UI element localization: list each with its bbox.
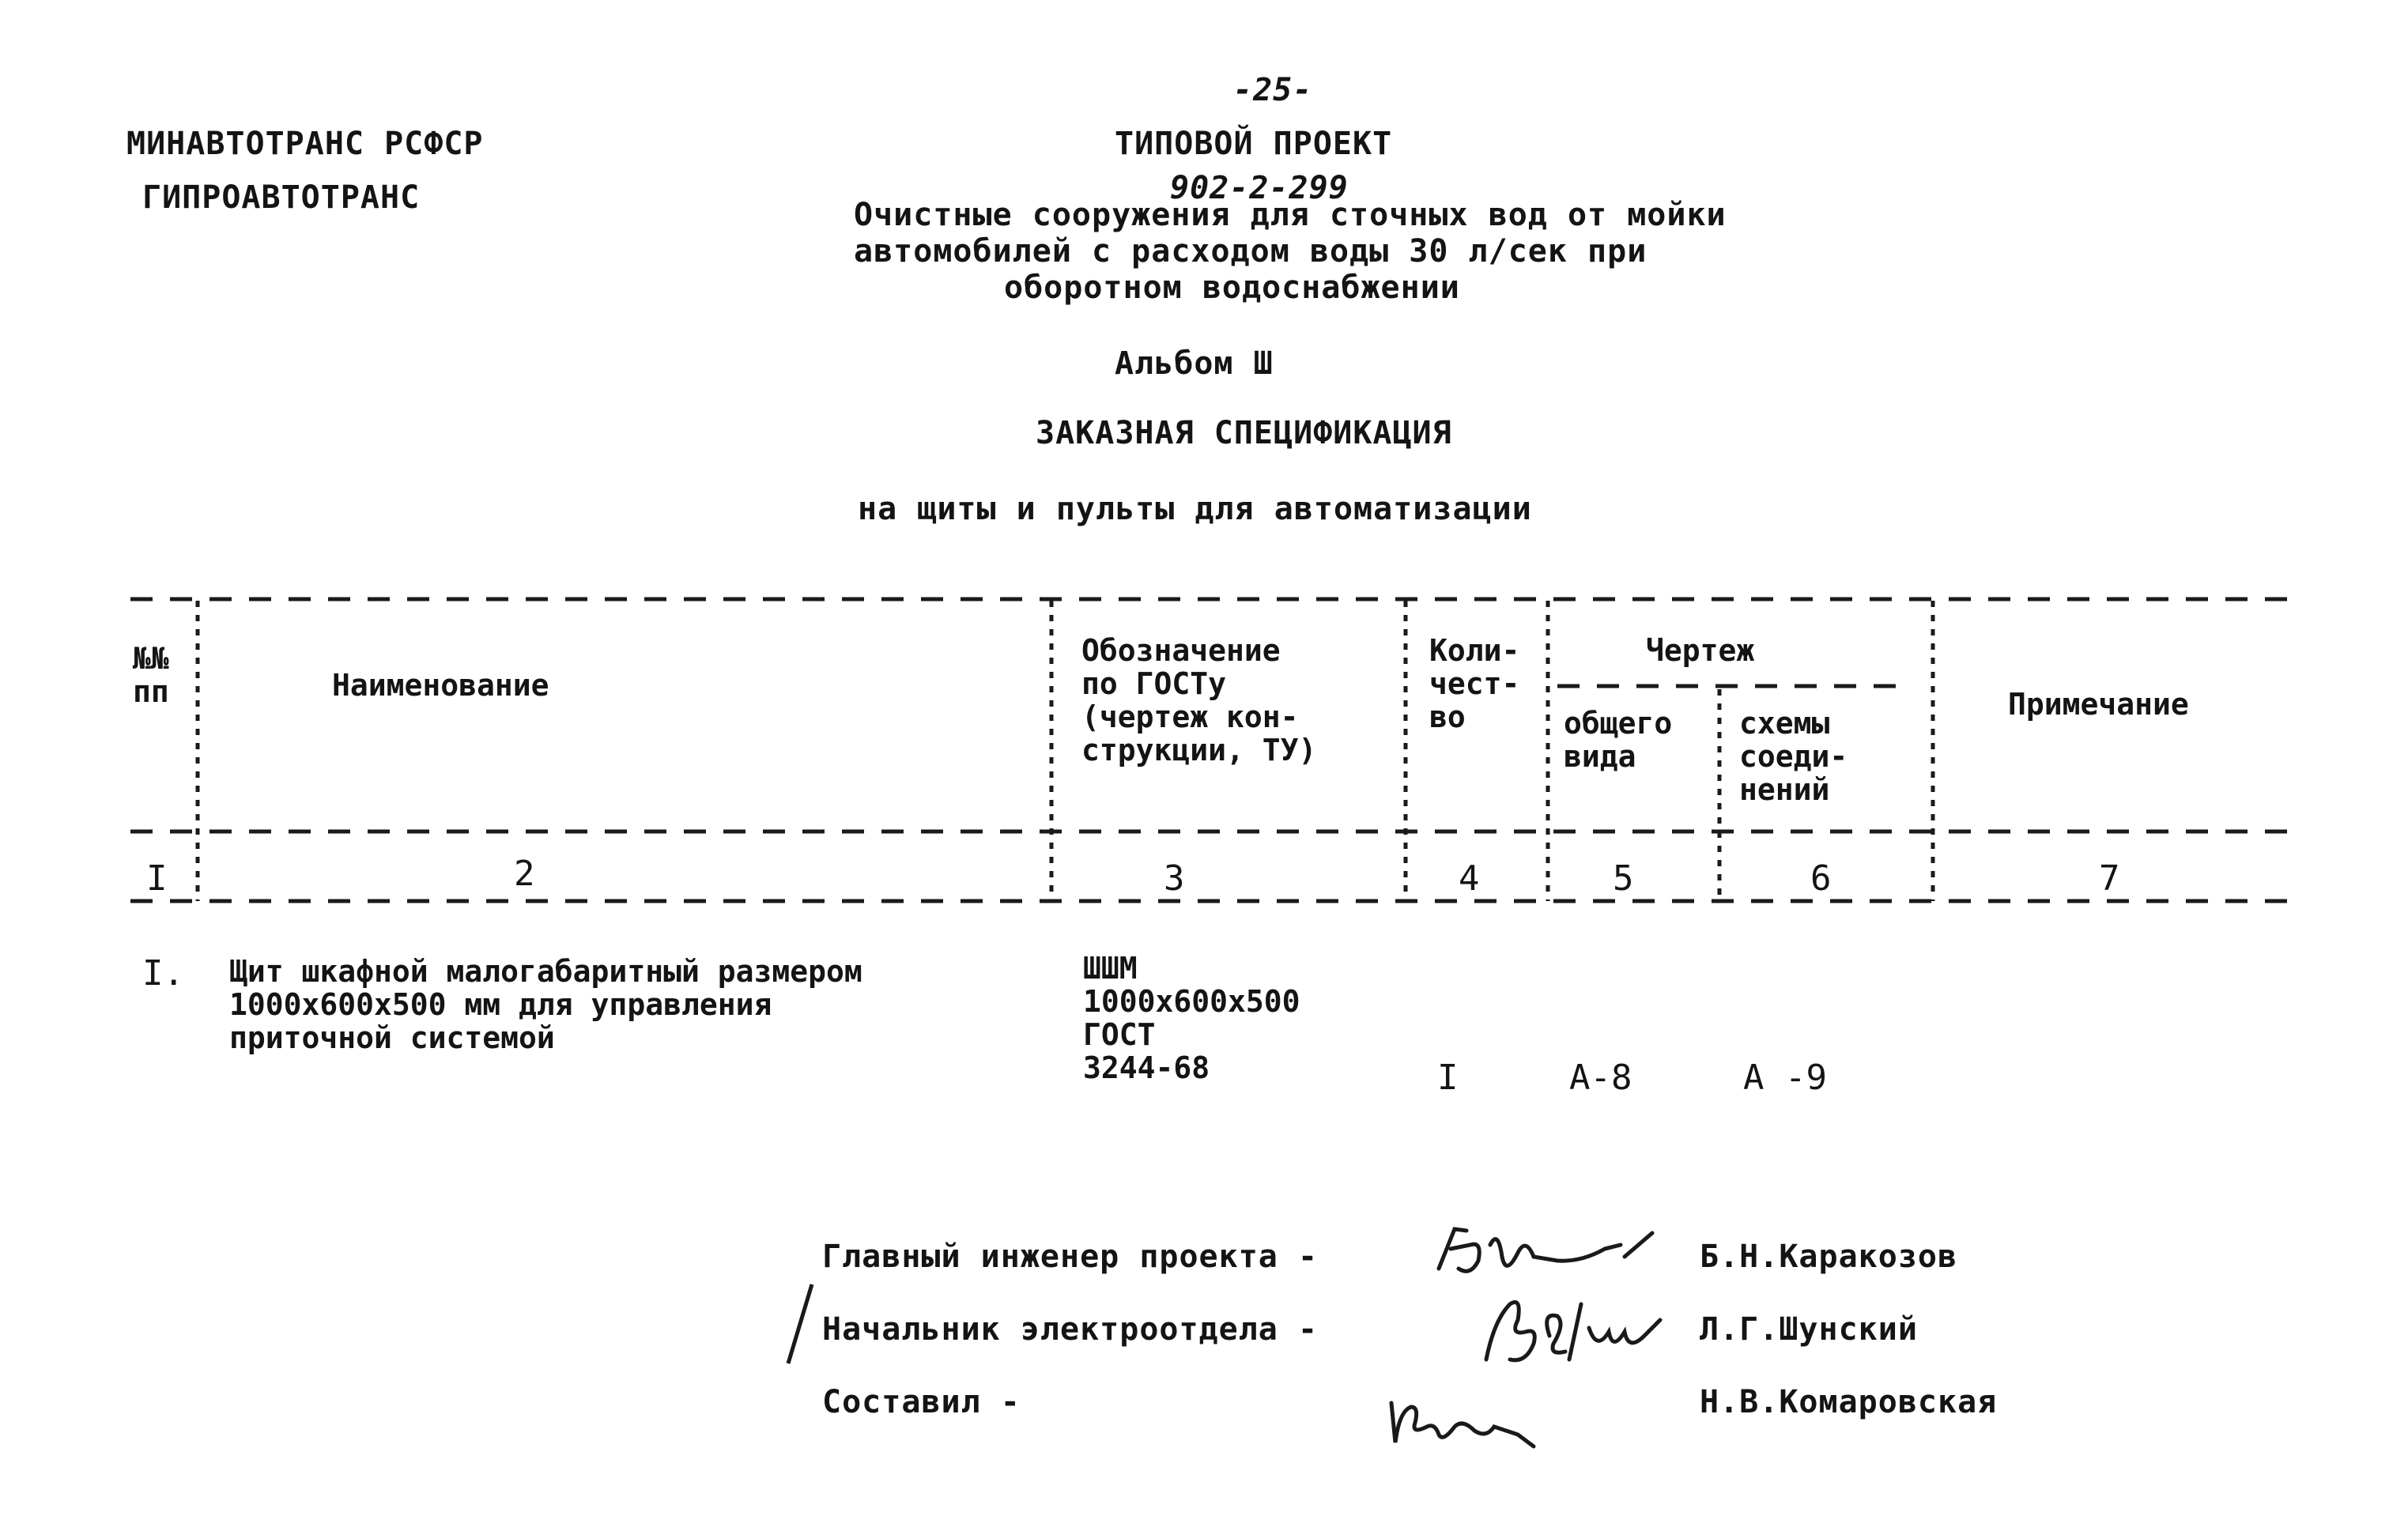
project-number: 902-2-299 [1170, 170, 1349, 206]
row-1-connection-scheme: А -9 [1743, 1058, 1827, 1098]
col-number-7: 7 [2099, 858, 2120, 899]
project-title-line1: Очистные сооружения для сточных вод от мойки [854, 197, 1727, 233]
col-number-2: 2 [514, 854, 535, 894]
signature-role-chief-engineer: Главный инженер проекта - [822, 1239, 1319, 1275]
header-quantity: Коли- чест- во [1429, 633, 1520, 734]
col-number-1: I [146, 858, 168, 899]
col-number-4: 4 [1459, 858, 1480, 899]
header-designation: Обозначение по ГОСТу (чертеж кон- струкции, ТУ) [1081, 633, 1317, 767]
document-title: ЗАКАЗНАЯ СПЕЦИФИКАЦИЯ [1036, 415, 1452, 451]
header-connection-scheme: схемы соеди- нений [1739, 706, 1848, 807]
signature-name-compiler: Н.В.Комаровская [1700, 1384, 1998, 1420]
signature-name-chief-engineer: Б.Н.Каракозов [1700, 1239, 1958, 1275]
album-label: Альбом Ш [1115, 345, 1274, 382]
signature-name-head-electrical: Л.Г.Шунский [1700, 1311, 1918, 1348]
project-title-line3: оборотном водоснабжении [1004, 270, 1460, 306]
handwritten-signature-compiler [1376, 1379, 1557, 1458]
project-label: ТИПОВОЙ ПРОЕКТ [1115, 126, 1393, 162]
header-name: Наименование [332, 668, 549, 703]
row-1-general-view: А-8 [1569, 1058, 1632, 1098]
org-institute: ГИПРОАВТОТРАНС [142, 179, 421, 216]
header-general-view: общего вида [1564, 706, 1673, 774]
header-num: №№ пп [133, 641, 169, 709]
margin-slash-mark [784, 1280, 816, 1367]
signature-role-head-electrical: Начальник электроотдела - [822, 1311, 1319, 1348]
project-title-line2: автомобилей с расходом воды 30 л/сек при [854, 233, 1647, 270]
row-1-num: I. [142, 953, 184, 994]
col-number-5: 5 [1613, 858, 1634, 899]
handwritten-signature-head-electrical [1463, 1288, 1700, 1375]
col-number-6: 6 [1810, 858, 1832, 899]
handwritten-signature-chief-engineer [1423, 1213, 1684, 1292]
header-notes: Примечание [2008, 687, 2189, 722]
row-1-quantity: I [1437, 1058, 1459, 1098]
row-1-name: Щит шкафной малогабаритный размером 1000х600х500 мм для управления приточной системой [229, 954, 862, 1055]
page-number: -25- [1233, 72, 1313, 108]
row-1-designation: ШШМ 1000х600х500 ГОСТ 3244-68 [1083, 951, 1300, 1085]
signature-role-compiler: Составил - [822, 1384, 1021, 1420]
col-number-3: 3 [1164, 858, 1185, 899]
org-ministry: МИНАВТОТРАНС РСФСР [126, 126, 484, 162]
document-subtitle: на щиты и пульты для автоматизации [858, 491, 1532, 527]
header-drawing: Чертеж [1646, 633, 1755, 668]
